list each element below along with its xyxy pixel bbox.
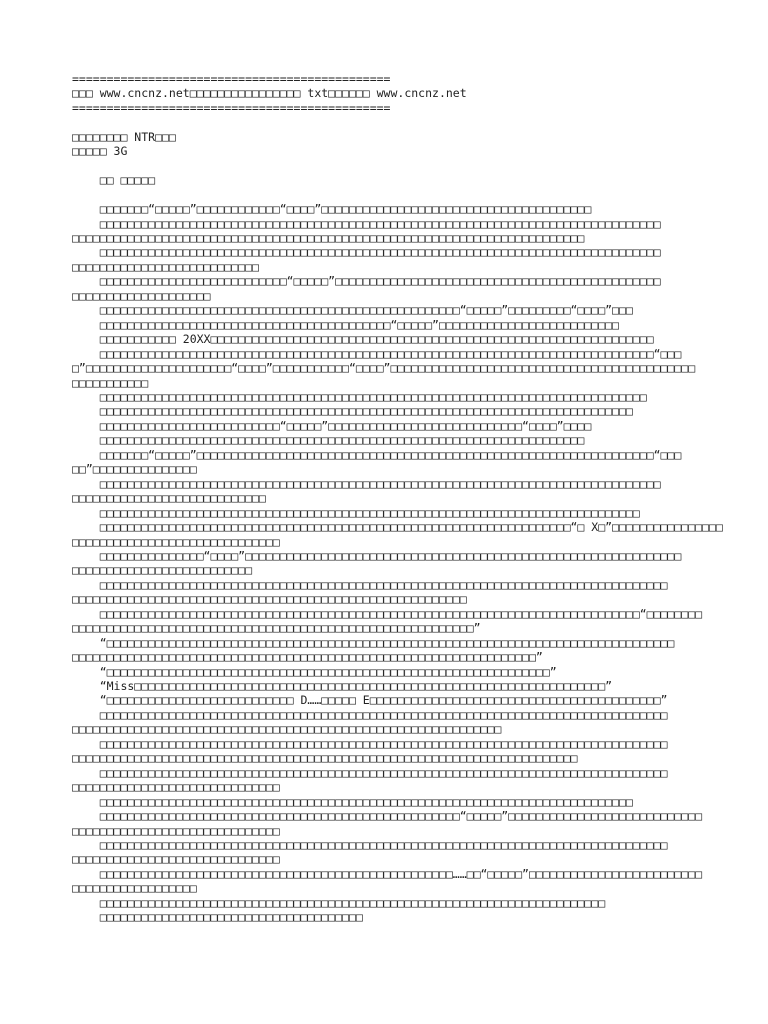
body-line: □□□□□□□□□□□□□□□□□□□□□□□□□□□□□□□□□□□□□□□□□□□□□□□□□□□□□□□□□□” bbox=[72, 621, 481, 636]
header-line: ============================================== bbox=[72, 100, 391, 115]
meta-line: □□ □□□□□ bbox=[72, 173, 156, 188]
body-line: □□□□□□□□□□□□□□□□□□□□□□□□□□□□□□ bbox=[72, 534, 280, 549]
body-line: □□□□□□□□□□□□□□□□□□□□□□□□□□ bbox=[72, 563, 253, 578]
body-line: □□□□□□□□□□□□□□□□□□□□□□□□□□□□□□□□□□□□□□□□□□□□□□□□□□□□□□□□□□□□□□ bbox=[72, 722, 502, 737]
document bbox=[72, 72, 723, 925]
body-line: □□□□□□□□□□□□□□□□□□□□□□□□□□□□□□□□□□□□□□□□□□□□□□□□□□□□“□□□□□”□□□□□□□□□□□□□□□□□□□□□□□□□□□□ bbox=[72, 809, 703, 824]
body-line: □□□□□□□□□□□□□□□□□□□□□□□□□□□□□□□□□□□□□□□□□□□□□□□□□□□□□□□□□□□□□□□□□□□□□□□□□□ bbox=[72, 230, 585, 245]
body-line: □□□□□□□□□□□□□□□□□□□□□□□□□□“□□□□□”□□□□□□□□□□□□□□□□□□□□□□□□□□□□“□□□□”□□□□ bbox=[72, 418, 592, 433]
body-line: □□□□□□□“□□□□□”□□□□□□□□□□□□□□□□□□□□□□□□□□□□□□□□□□□□□□□□□□□□□□□□□□□□□□□□□□□□□□□□□□“□□□ bbox=[72, 447, 682, 462]
body-line: “Miss□□□□□□□□□□□□□□□□□□□□□□□□□□□□□□□□□□□□□□□□□□□□□□□□□□□□□□□□□□□□□□□□□□□□” bbox=[72, 679, 613, 694]
body-line: “□□□□□□□□□□□□□□□□□□□□□□□□□□□□□□□□□□□□□□□□□□□□□□□□□□□□□□□□□□□□□□□□” bbox=[72, 664, 557, 679]
body-line: □□□□□□□□□□□□□□□□□□□□□□□□□□□□□□□□□□□□□□□□□□□□□□□□□□□□□□□□□□□□□□□□□□□□□□□□□□□□□□□□□□ bbox=[72, 577, 668, 592]
body-line: □□□□□□□□□□□□□□□□□□□□□□□□□□□□□□ bbox=[72, 823, 280, 838]
body-line: □□□□□□□□□□□□□□□□□□□□□□□□□□□□□□□□□□□□□□□□□□□□□□□□□□□□□□□□□□□□□□□□□□□□“□ X□”□□□□□□□□□□□□□□□□ bbox=[72, 520, 723, 535]
body-line: □□□□□□□□□□□□□□□□□□□□□□□□□□□□□□□□□□□□□□□□□□“□□□□□”□□□□□□□□□□□□□□□□□□□□□□□□□□ bbox=[72, 317, 619, 332]
body-line: □□□□□□□□□□□□□□□□□□□□□□□□□□□□□□□□□□□□□□□□□□□□□□□□□□□□□□□□□□□□□□□□□□□□□□□□□□□□□ bbox=[72, 794, 633, 809]
body-line: □□□□□□□“□□□□□”□□□□□□□□□□□□“□□□□”□□□□□□□□□□□□□□□□□□□□□□□□□□□□□□□□□□□□□□□ bbox=[72, 202, 592, 217]
chapter-body bbox=[72, 202, 723, 925]
book-meta bbox=[72, 115, 712, 202]
body-line: □□□□□□□□□□□□□□□□□□□□□□□□□□□□□□□□□□□□□□□□□□□□□□□□□□□□“□□□□□”□□□□□□□□□“□□□□”□□□ bbox=[72, 303, 633, 318]
body-line: □□□□□□□□□□□□□□□□□□□□□□□□□□□□□□□□□□□□□□□□□□□□□□□□□□□□□□□□□□□□□□□□□□□□□□□□□□□□□□□□□ bbox=[72, 476, 661, 491]
body-line: □□□□□□□□□□□□□□□□□□□□□□□□□□□□□□□□□□□□□□□□□□□□□□□□□□□……□□“□□□□□”□□□□□□□□□□□□□□□□□□□□□□□□□ bbox=[72, 866, 703, 881]
body-line: □□□□□□□□□□□□□□□□□□ bbox=[72, 881, 197, 896]
body-line: □□□□□□□□□□□□□□□□□□□□□□□□□□□□□□□□□□□□□□□□□□□□□□□□□□□□□□□□□□□□□□□□□□□□□□□□□□□□□□□□□□ bbox=[72, 838, 668, 853]
meta-line bbox=[72, 159, 712, 173]
body-line: □□□□□□□□□□□□□□□□□□□□□□□□□□□□□□□□□□□□□□□□□□□□□□□□□□□□□□□□□□□□□□□□□□□□□□□□□□□□□□□□□ bbox=[72, 216, 661, 231]
body-line: □□□□□□□□□□□□□□□□□□□□□□□□□□□□□□□□□□□□□□□□□□□□□□□□□□□□□□□□□□□□□□□□□□□□□□□□□□□□□□□□□ bbox=[72, 245, 661, 260]
body-line: “□□□□□□□□□□□□□□□□□□□□□□□□□□□□□□□□□□□□□□□□□□□□□□□□□□□□□□□□□□□□□□□□□□□□□□□□□□□□□□□□□□ bbox=[72, 635, 675, 650]
download-header bbox=[72, 72, 712, 115]
body-line: □□□□□□□□□□□□□□□□□□□□□□□□□□□□□□□□□□□□□□ bbox=[72, 910, 363, 925]
body-line: □□□□□□□□□□□□□□□□□□□□□□□□□□□□□□□□□□□□□□□□□□□□□□□□□□□□□□□□□□□□□□□□□□□□□□□□□□□□□□□□“□□□ bbox=[72, 346, 682, 361]
body-line: □□□□□□□□□□□□□□□□□□□□□□□□□□□□□□□□□□□□□□□□□□□□□□□□□□□□□□□□□□□□□□□□□□□□□□□□□□□□□ bbox=[72, 404, 633, 419]
body-line: □□□□□□□□□□□□□□□□□□□□□□□□□□□□□□□□□□□□□□□□□□□□□□□□□□□□□□□□□□□□□□□□□□□□□□□□□□□□□□□□□□ bbox=[72, 707, 668, 722]
body-line: □□□□□□□□□□□□□□□□□□□□□□□□□□□□□□□□□□□□□□□□□□□□□□□□□□□□□□□□□□□□□□□□□□□□□□□□□□□□□□□□□□ bbox=[72, 736, 668, 751]
meta-line bbox=[72, 188, 712, 202]
body-line: □□□□□□□□□□□ 20XX□□□□□□□□□□□□□□□□□□□□□□□□□□□□□□□□□□□□□□□□□□□□□□□□□□□□□□□□□□□□□□□□ bbox=[72, 332, 654, 347]
body-line: □□□□□□□□□□□□□□□□□□□□□□□□□□□□□□ bbox=[72, 780, 280, 795]
body-line: “□□□□□□□□□□□□□□□□□□□□□□□□□□□ D……□□□□□ E□□□□□□□□□□□□□□□□□□□□□□□□□□□□□□□□□□□□□□□□□□” bbox=[72, 693, 668, 708]
body-line: □□□□□□□□□□□□□□□□□□□□□□□□□□□□□□□□□□□□□□□□□□□□□□□□□□□□□□□□□□□□□□□□□□□” bbox=[72, 650, 543, 665]
body-line: □□□□□□□□□□□□□□□□□□□□□□□□□□□□□□□□□□□□□□□□□□□□□□□□□□□□□□□□□□□□□□□□□□□□□□□□□□□□□□□□□□ bbox=[72, 765, 668, 780]
body-line: □□□□□□□□□□□□□□□□□□□□□□□□□□□□□□□□□□□□□□□□□□□□□□□□□□□□□□□□□□□□□□□□□□□□□□ bbox=[72, 433, 585, 448]
body-line: □□□□□□□□□□□□□□□□□□□□□□□□□□□□□□□□□□□□□□□□□□□□□□□□□□□□□□□□□□□□□□□□□□□□□□□□□□□□□□“□□□□□□□□ bbox=[72, 606, 703, 621]
header-line: □□□ www.cncnz.net□□□□□□□□□□□□□□□□ txt□□□□□□ www.cncnz.net bbox=[72, 86, 467, 101]
meta-line: □□□□□□□□ NTR□□□ bbox=[72, 129, 176, 144]
body-line: □□□□□□□□□□□ bbox=[72, 375, 149, 390]
body-line: □□”□□□□□□□□□□□□□□□ bbox=[72, 462, 197, 477]
body-line: □□□□□□□□□□□□□□□□□□□□□□□□□□□□□□ bbox=[72, 852, 280, 867]
meta-line bbox=[72, 115, 712, 129]
body-line: □□□□□□□□□□□□□□□□□□□□□□□□□□□□ bbox=[72, 491, 266, 506]
body-line: □□□□□□□□□□□□□□□□□□□□□□□□□□□□□□□□□□□□□□□□□□□□□□□□□□□□□□□□□ bbox=[72, 592, 467, 607]
body-line: □□□□□□□□□□□□□□□□□□□□□□□□□□□□□□□□□□□□□□□□□□□□□□□□□□□□□□□□□□□□□□□□□□□□□□□□□ bbox=[72, 895, 606, 910]
body-line: □□□□□□□□□□□□□□□□□□□□□□□□□□□□□□□□□□□□□□□□□□□□□□□□□□□□□□□□□□□□□□□□□□□□□□□□□□□□□□□ bbox=[72, 389, 647, 404]
body-line: □□□□□□□□□□□□□□□“□□□□”□□□□□□□□□□□□□□□□□□□□□□□□□□□□□□□□□□□□□□□□□□□□□□□□□□□□□□□□□□□□□□□ bbox=[72, 548, 682, 563]
body-line: □□□□□□□□□□□□□□□□□□□□□□□□□□□ bbox=[72, 259, 259, 274]
body-line: □”□□□□□□□□□□□□□□□□□□□□□“□□□□”□□□□□□□□□□□“□□□□”□□□□□□□□□□□□□□□□□□□□□□□□□□□□□□□□□□□□□□□□□□□□ bbox=[72, 361, 696, 376]
body-line: □□□□□□□□□□□□□□□□□□□□□□□□□□□“□□□□□”□□□□□□□□□□□□□□□□□□□□□□□□□□□□□□□□□□□□□□□□□□□□□□□ bbox=[72, 274, 661, 289]
meta-line: □□□□□ 3G bbox=[72, 144, 128, 159]
header-line: ============================================== bbox=[72, 72, 391, 86]
body-line: □□□□□□□□□□□□□□□□□□□□□□□□□□□□□□□□□□□□□□□□□□□□□□□□□□□□□□□□□□□□□□□□□□□□□□□□□ bbox=[72, 751, 578, 766]
body-line: □□□□□□□□□□□□□□□□□□□□ bbox=[72, 288, 211, 303]
body-line: □□□□□□□□□□□□□□□□□□□□□□□□□□□□□□□□□□□□□□□□□□□□□□□□□□□□□□□□□□□□□□□□□□□□□□□□□□□□□□ bbox=[72, 505, 640, 520]
